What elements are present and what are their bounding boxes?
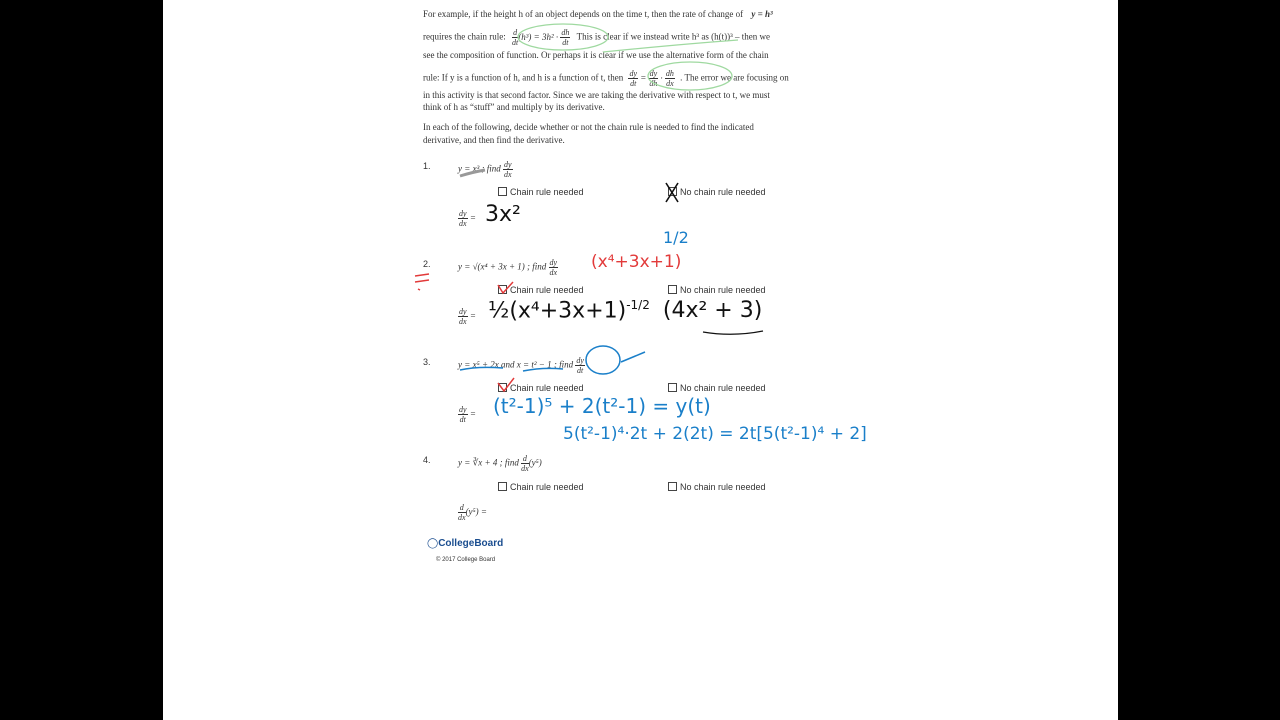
- chain-rule-example: $\frac{d}{dt}$ (h³) = 3h² · $\frac{dh}{dt}$: [511, 28, 570, 47]
- problem-1-handwritten-answer: 3x²: [485, 202, 521, 227]
- problem-2-handwritten-inner: (x⁴+3x+1): [591, 252, 682, 272]
- intro-math-y-equals-h-cubed: y = h³: [751, 9, 773, 19]
- problem-1-number: 1.: [423, 161, 431, 171]
- instructions-line-1: In each of the following, decide whether or not the chain rule is needed to find the indicated: [423, 122, 754, 132]
- intro-line-4: rule: If y is a function of h, and h is a function of t, then $\frac{dy}{dt}$ = $\frac{dy}{dh}$ · $\frac{dh}{dx}$ . The error we are focusing on: [423, 69, 789, 88]
- problem-1-nochain-checkbox[interactable]: No chain rule needed: [668, 187, 766, 197]
- copyright-notice: © 2017 College Board: [436, 557, 496, 563]
- problem-1-answer-label: $\frac{dy}{dx}$ =: [459, 209, 476, 228]
- instructions-line-2: derivative, and then find the derivative.: [423, 135, 565, 145]
- intro-line-6: think of h as “stuff” and multiply by its derivative.: [423, 102, 605, 112]
- problem-2-underline: [703, 331, 763, 334]
- problem-4-number: 4.: [423, 455, 431, 465]
- collegeboard-logo: ◯CollegeBoard: [427, 538, 504, 549]
- problem-3-chain-checkbox[interactable]: Chain rule needed: [498, 383, 584, 393]
- problem-2-handwritten-answer: $\frac{1}{2}(x^4+3x+1)^{-1/2}$ (4x² + 3): [488, 298, 763, 324]
- problem-2-answer-label: $\frac{dy}{dx}$ =: [459, 307, 476, 326]
- problem-3-handwritten-line-1: (t²-1)⁵ + 2(t²-1) = y(t): [493, 394, 711, 418]
- problem-4-nochain-checkbox[interactable]: No chain rule needed: [668, 482, 766, 492]
- intro-line-1: For example, if the height h of an object depends on the time t, then the rate of change of y = h³: [423, 9, 773, 19]
- problem-1-chain-checkbox[interactable]: Chain rule needed: [498, 187, 584, 197]
- intro-line-2: requires the chain rule: $\frac{d}{dt}$ (h³) = 3h² · $\frac{dh}{dt}$ This is clear if we instead write h³ as (h(t))³ – then we: [423, 28, 771, 47]
- problem-2-handwritten-half: 1/2: [663, 228, 689, 247]
- problem-3-nochain-checkbox[interactable]: No chain rule needed: [668, 383, 766, 393]
- problem-2-statement: y = √(x⁴ + 3x + 1) ; find $\frac{dy}{dx}$: [458, 258, 558, 277]
- problem-1-statement: y = x³ ; find $\frac{dy}{dx}$: [458, 160, 512, 179]
- problem-4-answer-label: $\frac{d}{dx}$ (y⁵) =: [458, 503, 488, 522]
- leibniz-chain-rule: $\frac{dy}{dt}$ = $\frac{dy}{dh}$ · $\frac{dh}{dx}$: [629, 69, 674, 88]
- annotation-strokes: [163, 0, 1118, 720]
- problem-2-number: 2.: [423, 259, 431, 269]
- problem-2-chain-checkbox[interactable]: Chain rule needed: [498, 285, 584, 295]
- blue-circle-dy-dt: [586, 346, 620, 374]
- problem-3-statement: y = x⁵ + 2x and x = t² − 1 ; find $\frac{dy}{dt}$: [458, 356, 584, 375]
- problem-3-number: 3.: [423, 357, 431, 367]
- problem-4-chain-checkbox[interactable]: Chain rule needed: [498, 482, 584, 492]
- problem-4-statement: y = ∛x + 4 ; find $\frac{d}{dx}$ (y⁵): [458, 454, 542, 473]
- problem-2-nochain-checkbox[interactable]: No chain rule needed: [668, 285, 766, 295]
- intro-line-3: see the composition of function. Or perhaps it is clear if we use the alternative form of the chain: [423, 50, 769, 60]
- worksheet-page: [163, 0, 1118, 720]
- intro-line-5: in this activity is that second factor. Since we are taking the derivative with respect to t, we must: [423, 90, 770, 100]
- problem-3-handwritten-line-2: 5(t²-1)⁴·2t + 2(2t) = 2t[5(t²-1)⁴ + 2]: [563, 424, 867, 444]
- collegeboard-shield-icon: ◯: [427, 538, 439, 549]
- problem-3-answer-label: $\frac{dy}{dt}$ =: [459, 405, 476, 424]
